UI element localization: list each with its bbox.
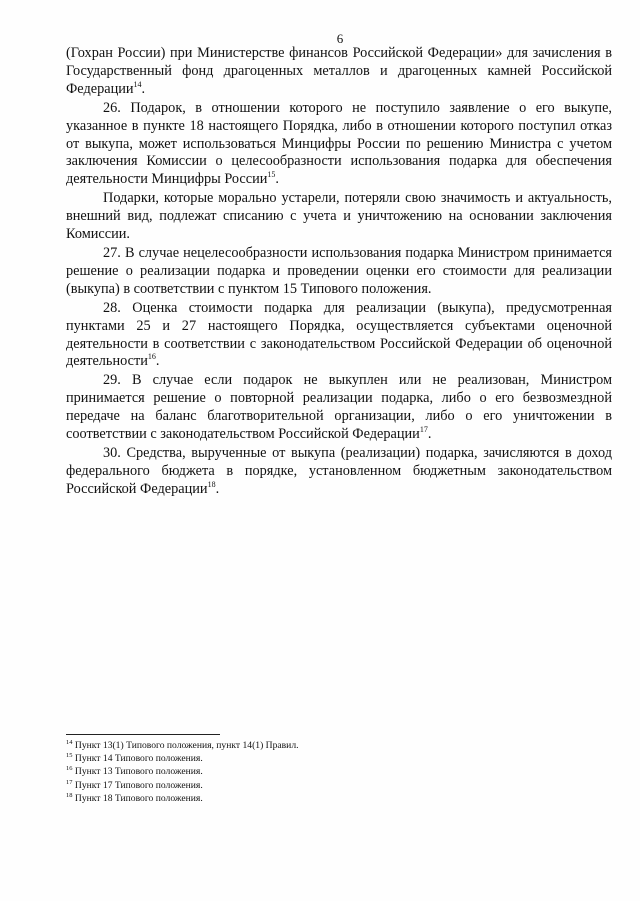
footnote xyxy=(66,739,612,752)
paragraph-tail: . xyxy=(427,426,432,443)
document-body xyxy=(66,45,612,500)
paragraph-text: 29. В случае если подарок не выкуплен или не реализован, Министром принимается решение о повторной реализации подарка, либо о его безвозмездной передаче на баланс благотворительной организации, либо о его уничтожении в соответствии с законодательством Российской Федерации xyxy=(66,372,612,443)
paragraph xyxy=(66,100,612,190)
paragraph-tail: . xyxy=(155,353,160,370)
paragraph-tail: . xyxy=(141,80,146,97)
footnote-ref: 18 xyxy=(207,479,216,489)
paragraph xyxy=(66,372,612,444)
paragraph xyxy=(66,300,612,372)
footnote xyxy=(66,792,612,805)
footnote xyxy=(66,779,612,792)
paragraph-text: 30. Средства, вырученные от выкупа (реализации) подарка, зачисляются в доход федерального бюджета в порядке, установленном бюджетным законодательством Российской Федерации xyxy=(66,444,612,497)
paragraph-text: 27. В случае нецелесообразности использования подарка Министром принимается решение о реализации подарка и проведении оценки его стоимости для реализации (выкупа) в соответствии с пунктом 15 Типового положения. xyxy=(66,244,612,297)
paragraph xyxy=(66,245,612,299)
footnote-number: 15 xyxy=(66,752,73,760)
paragraph xyxy=(66,45,612,99)
footnote xyxy=(66,765,612,778)
footnote-ref: 14 xyxy=(133,80,142,90)
footnote-text: Пункт 18 Типового положения. xyxy=(74,792,203,804)
footnote-number: 14 xyxy=(66,738,73,746)
footnote-text: Пункт 17 Типового положения. xyxy=(74,779,203,791)
footnote-number: 18 xyxy=(66,791,73,799)
footnote-separator xyxy=(66,734,220,735)
footnotes xyxy=(66,739,612,805)
footnote-ref: 15 xyxy=(267,170,276,180)
footnote-ref: 17 xyxy=(419,425,428,435)
paragraph xyxy=(66,445,612,499)
footnote-number: 17 xyxy=(66,778,73,786)
paragraph xyxy=(66,190,612,244)
footnote-text: Пункт 13 Типового положения. xyxy=(74,766,203,778)
footnote xyxy=(66,752,612,765)
footnote-text: Пункт 14 Типового положения. xyxy=(74,753,203,765)
paragraph-text: 26. Подарок, в отношении которого не поступило заявление о его выкупе, указанное в пункте 18 настоящего Порядка, либо в отношении которого поступил отказ от выкупа, может использоваться Минцифры России по решению Министра с учетом заключения Комиссии о целесообразности использования подарка для обеспечения деятельности Минцифры России xyxy=(66,99,612,188)
paragraph-tail: . xyxy=(275,171,279,188)
paragraph-text: Подарки, которые морально устарели, потеряли свою значимость и актуальность, внешний вид, подлежат списанию с учета и уничтожению на основании заключения Комиссии. xyxy=(66,190,612,243)
paragraph-text: 28. Оценка стоимости подарка для реализации (выкупа), предусмотренная пунктами 25 и 27 настоящего Порядка, осуществляется субъектами оценочной деятельности в соответствии с законодательством Российской Федерации об оценочной деятельности xyxy=(66,299,612,370)
footnote-number: 16 xyxy=(66,765,73,773)
paragraph-text: (Гохран России) при Министерстве финансов Российской Федерации» для зачисления в Государственный фонд драгоценных металлов и драгоценных камней Российской Федерации xyxy=(66,45,612,97)
footnote-text: Пункт 13(1) Типового положения, пункт 14(1) Правил. xyxy=(74,740,299,751)
page-number: 6 xyxy=(336,31,344,46)
paragraph-tail: . xyxy=(215,480,220,497)
footnote-ref: 16 xyxy=(147,352,156,362)
